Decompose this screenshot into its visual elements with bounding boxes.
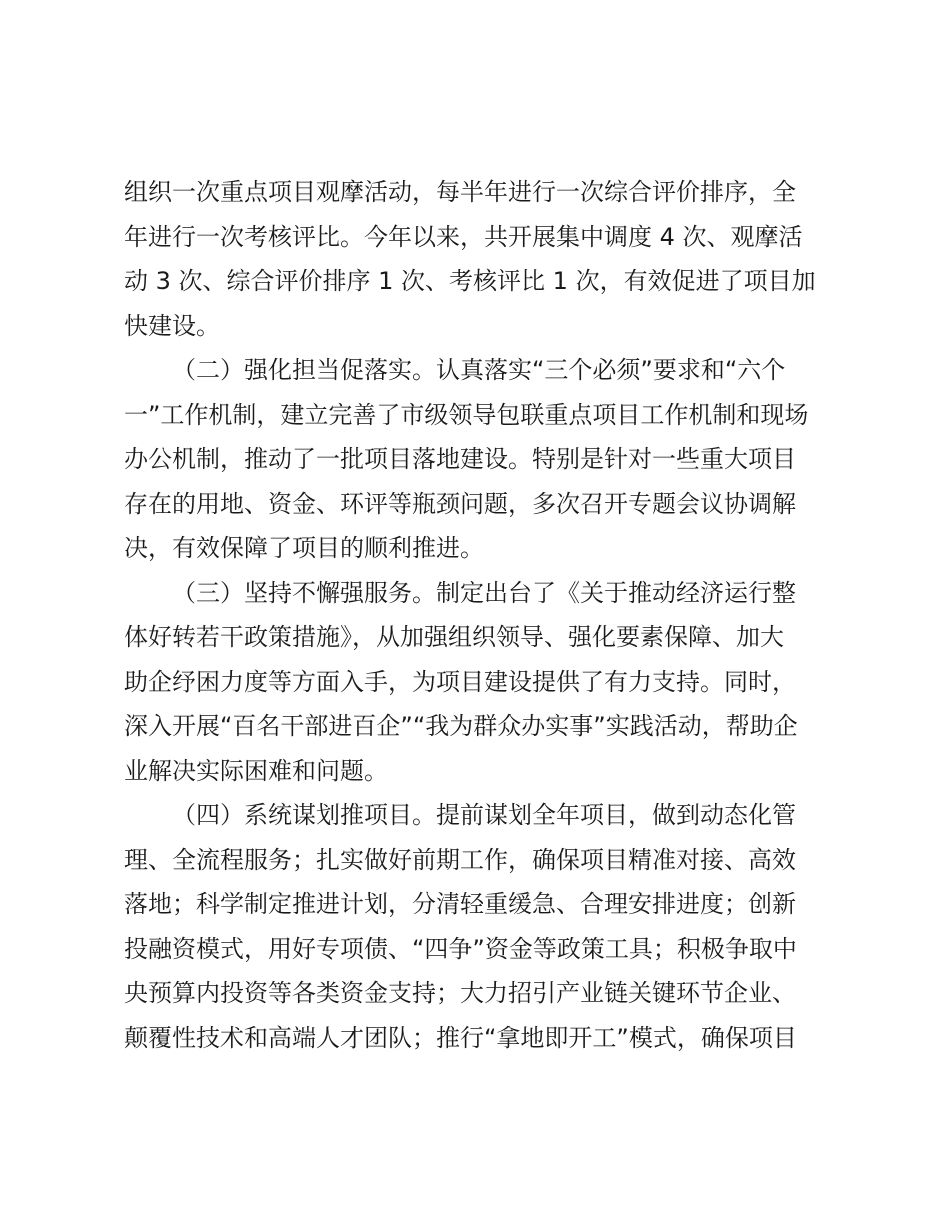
section-heading-line: （四）系统谋划推项目。提前谋划全年项目，做到动态化管 — [172, 801, 796, 829]
text-line: 颠覆性技术和高端人才团队；推行“拿地即开工”模式，确保项目 — [124, 1023, 797, 1052]
text-line: 年进行一次考核评比。今年以来，共开展集中调度 4 次、观摩活 — [124, 222, 803, 251]
text-line: 办公机制，推动了一批项目落地建设。特别是针对一些重大项目 — [124, 445, 796, 473]
body-text — [124, 170, 834, 1060]
text-line: 决，有效保障了项目的顺利推进。 — [124, 534, 484, 562]
text-line: 落地；科学制定推进计划，分清轻重缓急、合理安排进度；创新 — [124, 890, 796, 918]
text-line: 央预算内投资等各类资金支持；大力招引产业链关键环节企业、 — [124, 979, 796, 1007]
text-line: 快建设。 — [124, 311, 220, 340]
text-line: 投融资模式，用好专项债、“四争”资金等政策工具；积极争取中 — [124, 934, 797, 963]
section-heading-line: （二）强化担当促落实。认真落实“三个必须”要求和“六个 — [172, 356, 786, 384]
text-line: 动 3 次、综合评价排序 1 次、考核评比 1 次，有效促进了项目加 — [124, 267, 816, 295]
text-line: 组织一次重点项目观摩活动，每半年进行一次综合评价排序，全 — [124, 178, 796, 206]
text-line: 体好转若干政策措施》，从加强组织领导、强化要素保障、加大 — [124, 623, 784, 651]
section-heading-line: （三）坚持不懈强服务。制定出台了《关于推动经济运行整 — [172, 578, 796, 607]
text-line: 存在的用地、资金、环评等瓶颈问题，多次召开专题会议协调解 — [124, 489, 796, 518]
text-line: 助企纾困力度等方面入手，为项目建设提供了有力支持。同时， — [124, 667, 796, 696]
text-line: 一”工作机制，建立完善了市级领导包联重点项目工作机制和现场 — [124, 400, 809, 429]
text-line: 深入开展“百名干部进百企”“我为群众办实事”实践活动，帮助企 — [124, 712, 798, 740]
text-line: 理、全流程服务；扎实做好前期工作，确保项目精准对接、高效 — [124, 845, 796, 874]
text-line: 业解决实际困难和问题。 — [124, 756, 388, 785]
